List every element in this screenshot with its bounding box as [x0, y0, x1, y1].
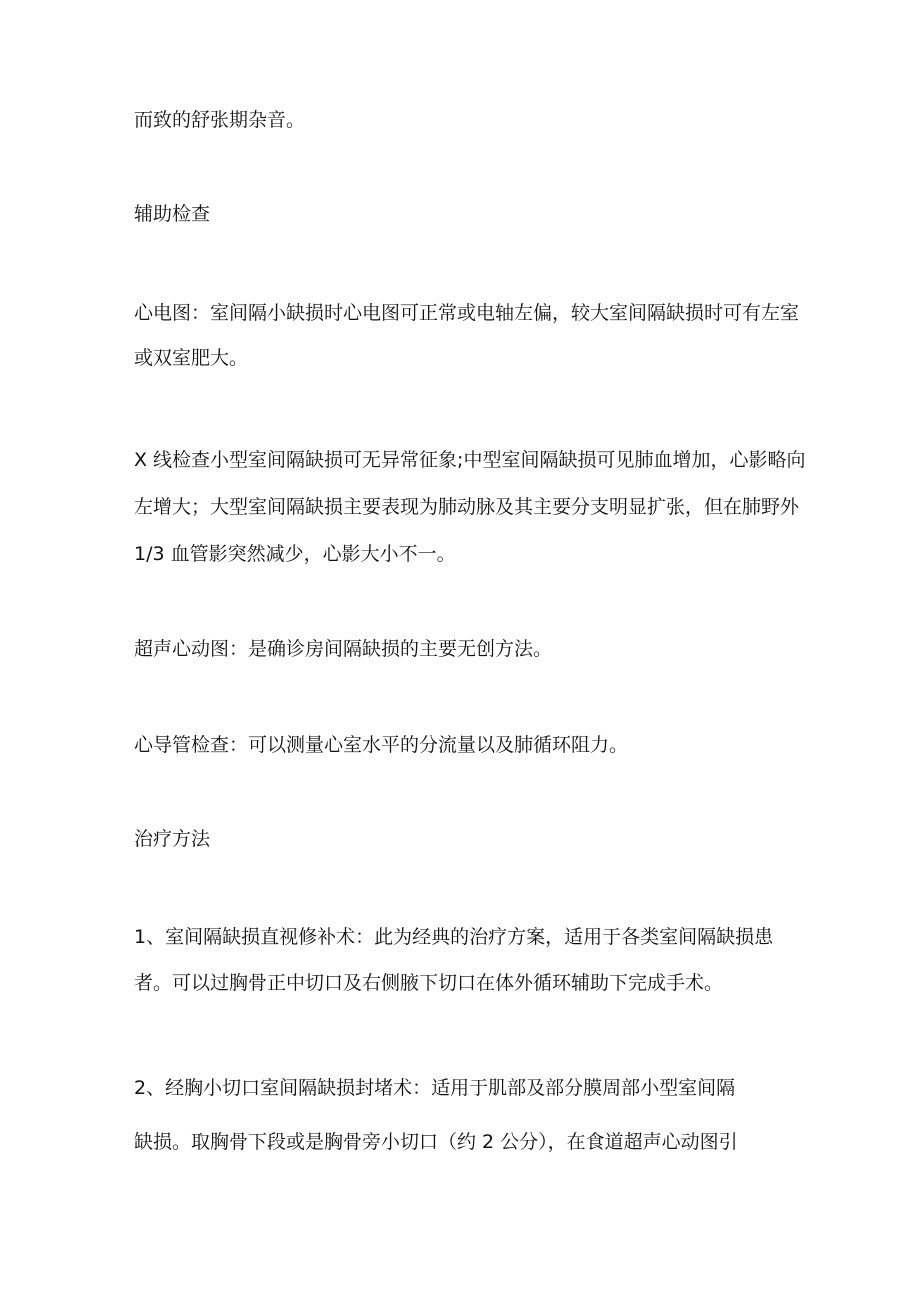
paragraph-line: 左增大；大型室间隔缺损主要表现为肺动脉及其主要分支明显扩张，但在肺野外 [134, 496, 800, 518]
paragraph-line: X 线检查小型室间隔缺损可无异常征象;中型室间隔缺损可见肺血增加，心影略向 [134, 449, 806, 471]
section-heading-treatment: 治疗方法 [134, 828, 211, 850]
paragraph-line: 超声心动图：是确诊房间隔缺损的主要无创方法。 [134, 638, 553, 660]
paragraph-line: 者。可以过胸骨正中切口及右侧腋下切口在体外循环辅助下完成手术。 [134, 972, 724, 994]
paragraph-line: 心电图：室间隔小缺损时心电图可正常或电轴左偏，较大室间隔缺损时可有左室 [134, 302, 800, 324]
paragraph-line: 1/3 血管影突然减少，心影大小不一。 [134, 543, 456, 565]
paragraph-line: 而致的舒张期杂音。 [134, 109, 306, 131]
paragraph-line: 缺损。取胸骨下段或是胸骨旁小切口（约 2 公分），在食道超声心动图引 [134, 1131, 738, 1153]
paragraph-line: 或双室肥大。 [134, 347, 249, 369]
paragraph-line: 心导管检查：可以测量心室水平的分流量以及肺循环阻力。 [134, 734, 629, 756]
section-heading-auxiliary-exam: 辅助检查 [134, 203, 211, 225]
paragraph-line: 2、经胸小切口室间隔缺损封堵术：适用于肌部及部分膜周部小型室间隔 [134, 1077, 736, 1099]
paragraph-line: 1、室间隔缺损直视修补术：此为经典的治疗方案，适用于各类室间隔缺损患 [134, 926, 774, 948]
